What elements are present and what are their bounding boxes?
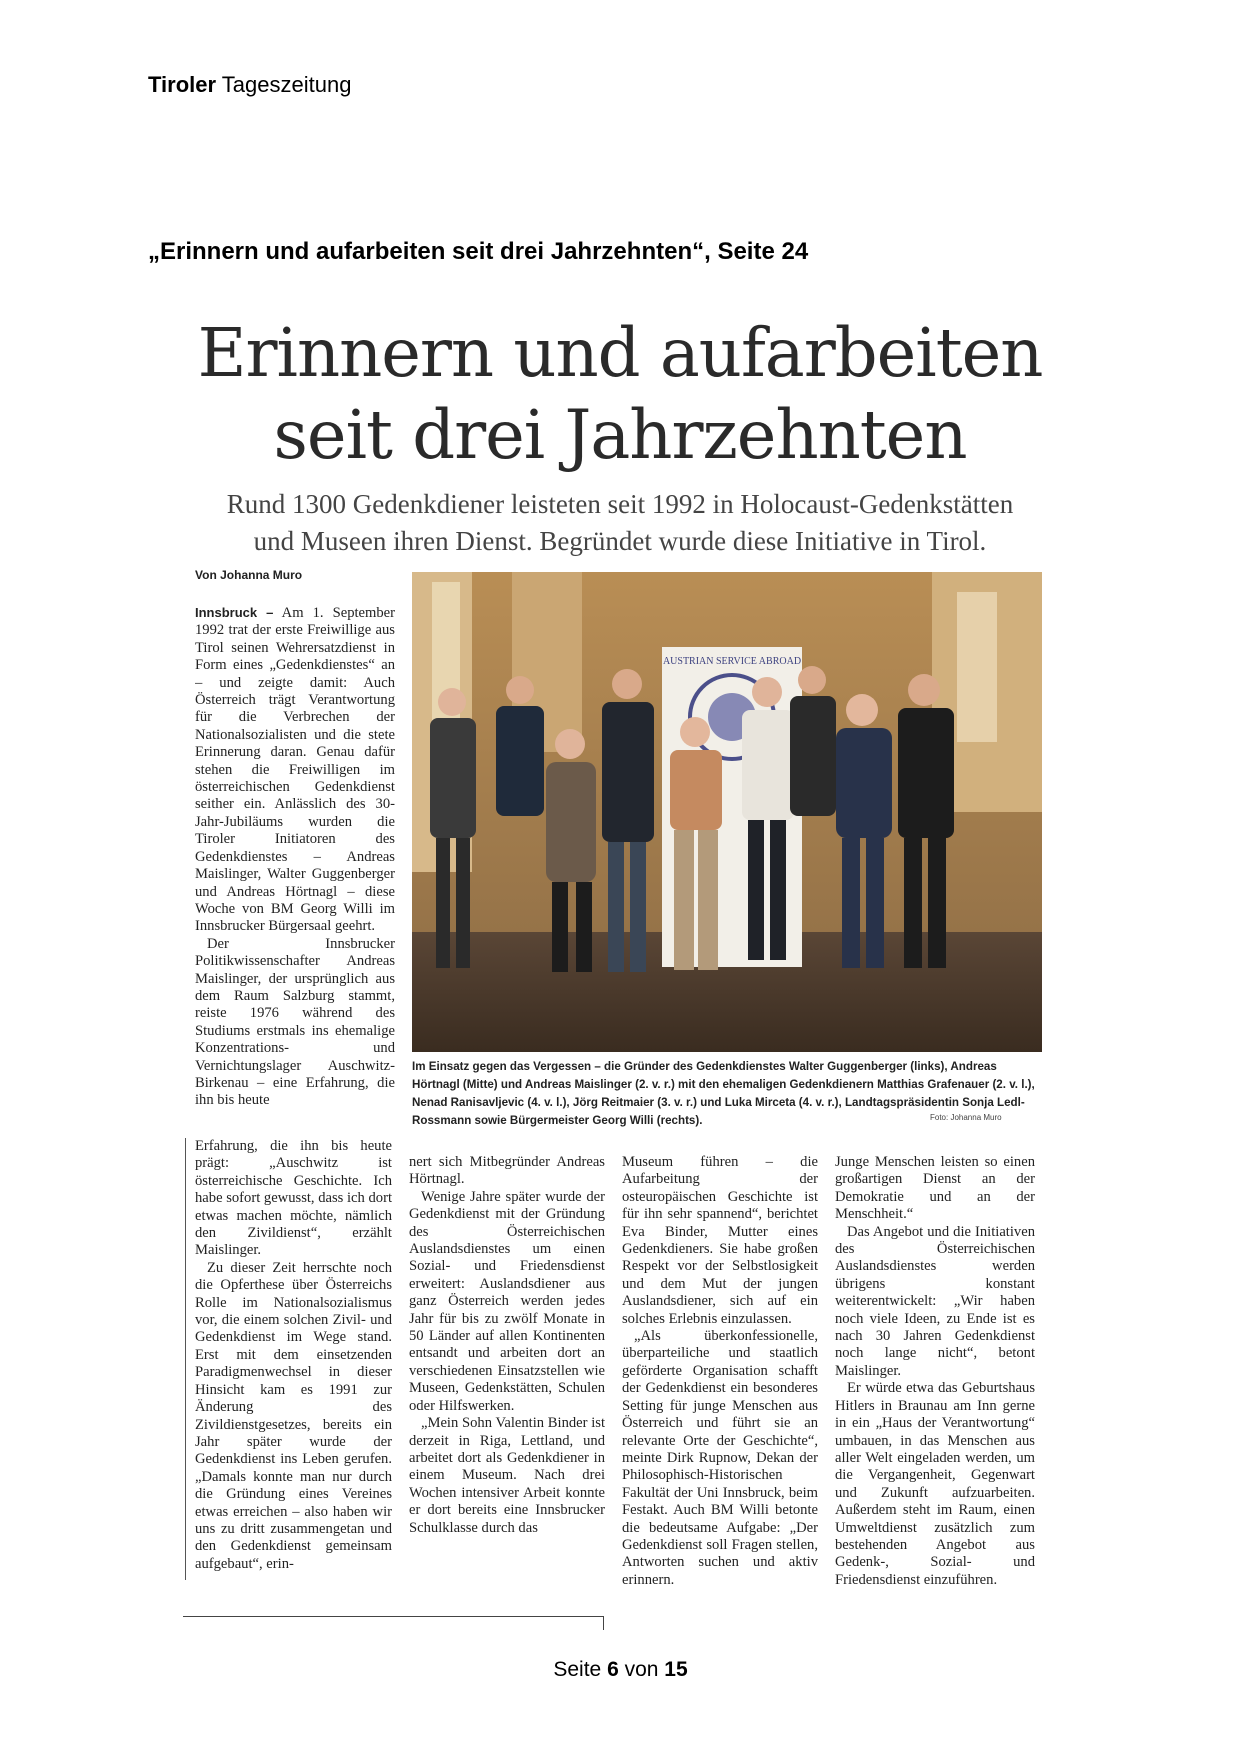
publication-name: [148, 72, 351, 98]
paragraph: Museum führen – die Aufarbeitung der osteuropäischen Geschichte ist für ihn sehr spannend“, berichtet Eva Binder, Mutter eines Gedenkdieners. Sie habe großen Respekt vor der Selbstlosigkeit und dem Mut der jungen Auslandsdiener, sich auf ein solches Erlebnis einzulassen.: [622, 1154, 818, 1327]
paragraph: Das Angebot und die Initiativen des Österreichischen Auslandsdienstes werden übrigens konstant weiterentwickelt: „Wir haben noch viele Ideen, zu Ende ist es nach 30 Jahren Gedenkdienst noch lange nicht“, betont Maislinger.: [835, 1223, 1035, 1379]
photo-credit: Foto: Johanna Muro: [930, 1113, 1002, 1122]
subhead-line-2: und Museen ihren Dienst. Begründet wurde diese Initiative in Tirol.: [253, 526, 987, 556]
article-column-2: [409, 1154, 605, 1580]
headline-line-2: seit drei Jahrzehnten: [273, 396, 967, 474]
bottom-rule: [183, 1616, 603, 1617]
byline: Von Johanna Muro: [195, 568, 303, 582]
paragraph: [195, 604, 395, 936]
headline-line-1: Erinnern und aufarbeiten: [197, 314, 1043, 392]
paragraph: nert sich Mitbegründer Andreas Hörtnagl.: [409, 1154, 605, 1188]
article-column-4: [835, 1154, 1035, 1614]
article-subhead: [180, 486, 1060, 560]
paragraph: „Als überkonfessionelle, überparteiliche und staatlich geförderte Organisation schafft der Gedenkdienst ein besonderes Setting für junge Menschen aus Österreich und führt sie an relevante Orte der Geschichte“, meinte Dirk Rupnow, Dekan der Philosophisch-Historischen Fakultät der Uni Innsbruck, beim Festakt. Auch BM Willi betonte die bedeutsame Aufgabe: „Der Gedenkdienst soll Fragen stellen, Antworten suchen und aktiv erinnern.: [622, 1328, 818, 1588]
footer-middle: von: [624, 1658, 659, 1681]
publication-name-rest: Tageszeitung: [221, 72, 352, 97]
publication-name-bold: Tiroler: [148, 72, 217, 97]
clip-title: „Erinnern und aufarbeiten seit drei Jahrzehnten“, Seite 24: [148, 238, 809, 265]
paragraph: Junge Menschen leisten so einen großartigen Dienst an der Demokratie und an der Menschheit.“: [835, 1154, 1035, 1223]
banner-text: AUSTRIAN SERVICE ABROAD: [662, 656, 802, 667]
paragraph-text: Am 1. September 1992 trat der erste Freiwillige aus Tirol seinen Wehrersatzdienst in Form eines „Gedenkdienstes“ an – und zeigte damit: Auch Österreich trägt Verantwortung für die Verbrechen der Nationalsozialisten und die stete Erinnerung daran. Genau dafür stehen die Freiwilligen im österreichischen Gedenkdienst seither ein. Anlässlich des 30-Jahr-Jubiläums wurden die Tiroler Initiatoren des Gedenkdienstes – Andreas Maislinger, Walter Guggenberger und Andreas Hörtnagl – diese Woche von BM Georg Willi im Innsbrucker Bürgersaal geehrt.: [195, 605, 395, 935]
paragraph: Wenige Jahre später wurde der Gedenkdienst mit der Gründung des Österreichischen Auslandsdienstes um einen Sozial- und Friedensdienst erweitert: Auslandsdiener aus ganz Österreich werden jedes Jahr für bis zu zwölf Monate in 50 Länder auf allen Kontinenten entsandt und arbeiten dort an verschiedenen Einsatzstellen wie Museen, Gedenkstätten, Schulen oder Hilfswerken.: [409, 1188, 605, 1414]
article-column-3: [622, 1154, 818, 1614]
paragraph: Er würde etwa das Geburtshaus Hitlers in Braunau am Inn gerne in ein „Haus der Verantwortung“ umbauen, in das Menschen aus aller Welt eingeladen werden, um die Vergangenheit, Gegenwart und Zukunft aufzuarbeiten. Außerdem steht im Raum, einen Umweltdienst zusätzlich zum bestehenden Angebot aus Gedenk-, Sozial- und Friedensdienst einzuführen.: [835, 1380, 1035, 1588]
paragraph: Der Innsbrucker Politikwissenschafter Andreas Maislinger, der ursprünglich aus dem Raum Salzburg stammt, reiste 1976 während des Studiums erstmals ins ehemalige Konzentrations- und Vernichtungslager Auschwitz-Birkenau – eine Erfahrung, die ihn bis heute: [195, 935, 395, 1109]
bottom-rule-tick: [603, 1616, 604, 1630]
footer-page-number: 6: [607, 1658, 619, 1681]
photo-caption: Im Einsatz gegen das Vergessen – die Gründer des Gedenkdienstes Walter Guggenberger (links), Andreas Hörtnagl (Mitte) und Andreas Maislinger (2. v. r.) mit den ehemaligen Gedenkdienern Matthias Grafenauer (2. v. l.), Nenad Ranisavljevic (4. v. l.), Jörg Reitmaier (3. v. r.) und Luka Mirceta (4. v. r.), Landtagspräsidentin Sonja Ledl-Rossmann sowie Bürgermeister Georg Willi (rechts).: [412, 1060, 1035, 1127]
article-headline: [180, 312, 1060, 476]
page-footer: [0, 1658, 1241, 1682]
paragraph: „Mein Sohn Valentin Binder ist derzeit in Riga, Lettland, und arbeitet dort als Gedenkdiener in einem Museum. Nach drei Wochen intensiver Arbeit konnte er dort bereits eine Innsbrucker Schulklasse durch das: [409, 1415, 605, 1536]
paragraph: Zu dieser Zeit herrschte noch die Opferthese über Österreichs Rolle im Nationalsozialismus vor, die einem solchen Zivil- und Gedenkdienst im Wege stand. Erst mit dem einsetzenden Paradigmenwechsel in dieser Hinsicht kam es 1991 zur Änderung des Zivildienstgesetzes, bereits ein Jahr später wurde der Gedenkdienst ins Leben gerufen. „Damals konnte man nur durch die Gründung eines Vereines etwas erreichen – also haben wir uns zu dritt zusammengetan und den Gedenkdienst gemeinsam aufgebaut“, erin-: [195, 1259, 392, 1572]
footer-prefix: Seite: [553, 1658, 602, 1681]
footer-page-total: 15: [664, 1658, 688, 1681]
group-photo-illustration: [412, 572, 1042, 1052]
article-column-left: [195, 604, 395, 1124]
article-photo: [412, 572, 1042, 1052]
dateline-place: Innsbruck –: [195, 605, 274, 620]
article-column-1: [195, 1138, 392, 1580]
column-rule: [185, 1138, 186, 1580]
subhead-line-1: Rund 1300 Gedenkdiener leisteten seit 1992 in Holocaust-Gedenkstätten: [226, 489, 1014, 519]
paragraph: Erfahrung, die ihn bis heute prägt: „Auschwitz ist österreichische Geschichte. Ich habe sofort gewusst, dass ich dort etwas machen möchte, nämlich den Zivildienst“, erzählt Maislinger.: [195, 1138, 392, 1259]
